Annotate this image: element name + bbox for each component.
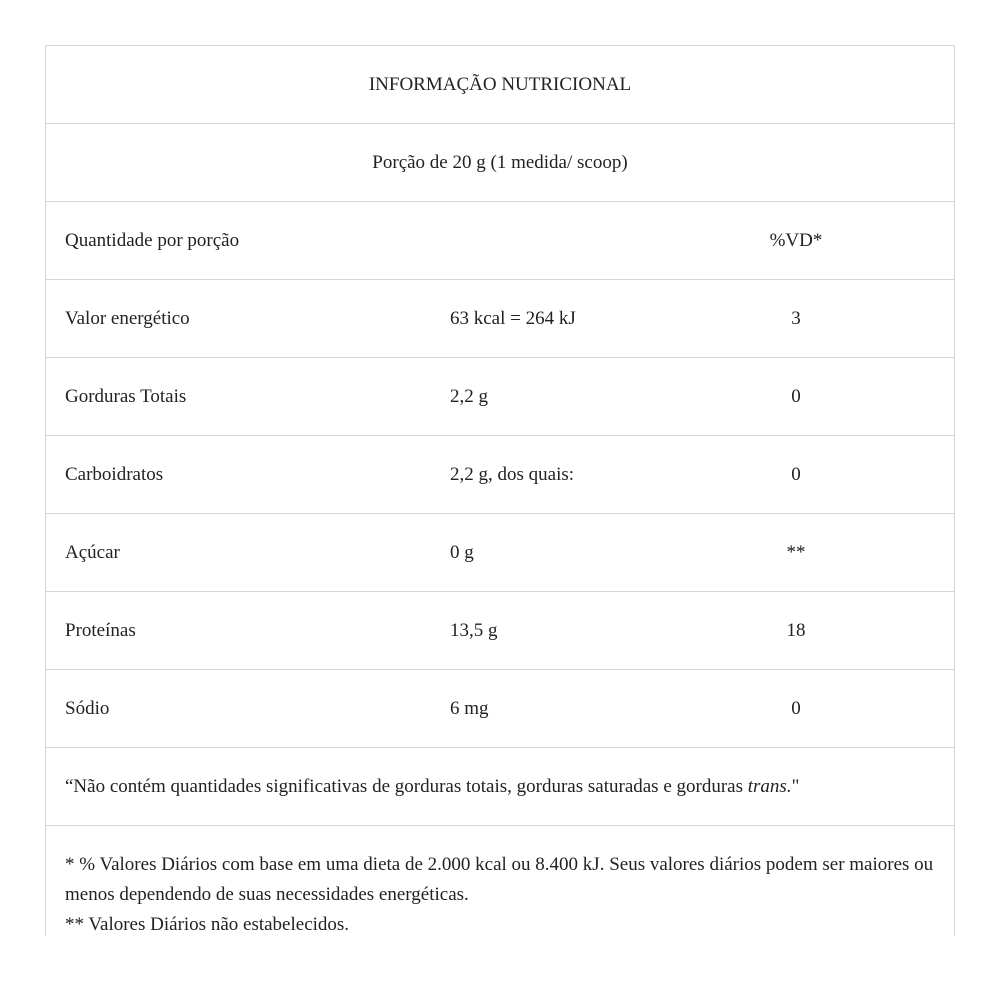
nutrient-name: Sódio: [65, 697, 110, 719]
nutrient-dv: 3: [791, 307, 801, 329]
footnotes: [46, 826, 954, 936]
table-row: [46, 514, 954, 592]
table-title: INFORMAÇÃO NUTRICIONAL: [368, 73, 632, 95]
nutrient-name: Gorduras Totais: [65, 385, 187, 407]
nutrient-name: Proteínas: [65, 619, 136, 641]
nutrient-dv: 0: [791, 385, 801, 407]
table-row: [46, 670, 954, 748]
header-row: [46, 202, 954, 280]
table-row: [46, 592, 954, 670]
nutrient-amount: 2,2 g, dos quais:: [450, 463, 575, 485]
serving-size: Porção de 20 g (1 medida/ scoop): [372, 151, 628, 173]
note-text: “Não contém quantidades significativas de gorduras totais, gorduras saturadas e gorduras: [65, 775, 748, 797]
header-label: Quantidade por porção: [65, 229, 240, 251]
nutrient-amount: 0 g: [450, 541, 474, 563]
note-end: ": [791, 775, 800, 797]
nutrient-dv: 0: [791, 463, 801, 485]
serving-row: [46, 124, 954, 202]
nutrient-name: Carboidratos: [65, 463, 164, 485]
nutrient-amount: 2,2 g: [450, 385, 488, 407]
table-row: [46, 358, 954, 436]
nutrient-dv: 0: [791, 697, 801, 719]
nutrient-dv: 18: [786, 619, 806, 641]
footnote: ** Valores Diários não estabelecidos.: [65, 914, 350, 935]
table-title-row: [46, 46, 954, 124]
header-dv: %VD*: [769, 229, 823, 251]
table-row: [46, 280, 954, 358]
nutrition-table: [45, 45, 955, 936]
nutrient-name: Valor energético: [65, 307, 190, 329]
trans-fat-note-row: [46, 748, 954, 826]
trans-fat-note: [65, 776, 799, 798]
note-italic: trans.: [747, 775, 792, 797]
footnote: * % Valores Diários com base em uma dieta de 2.000 kcal ou 8.400 kJ. Seus valores diários podem ser maiores ou menos dependendo de suas necessidades energéticas.: [65, 854, 934, 905]
nutrient-amount: 6 mg: [450, 697, 489, 719]
nutrient-name: Açúcar: [65, 541, 120, 563]
nutrient-dv: **: [786, 541, 806, 563]
nutrient-amount: 13,5 g: [450, 619, 498, 641]
table-row: [46, 436, 954, 514]
nutrient-amount: 63 kcal = 264 kJ: [450, 307, 576, 329]
